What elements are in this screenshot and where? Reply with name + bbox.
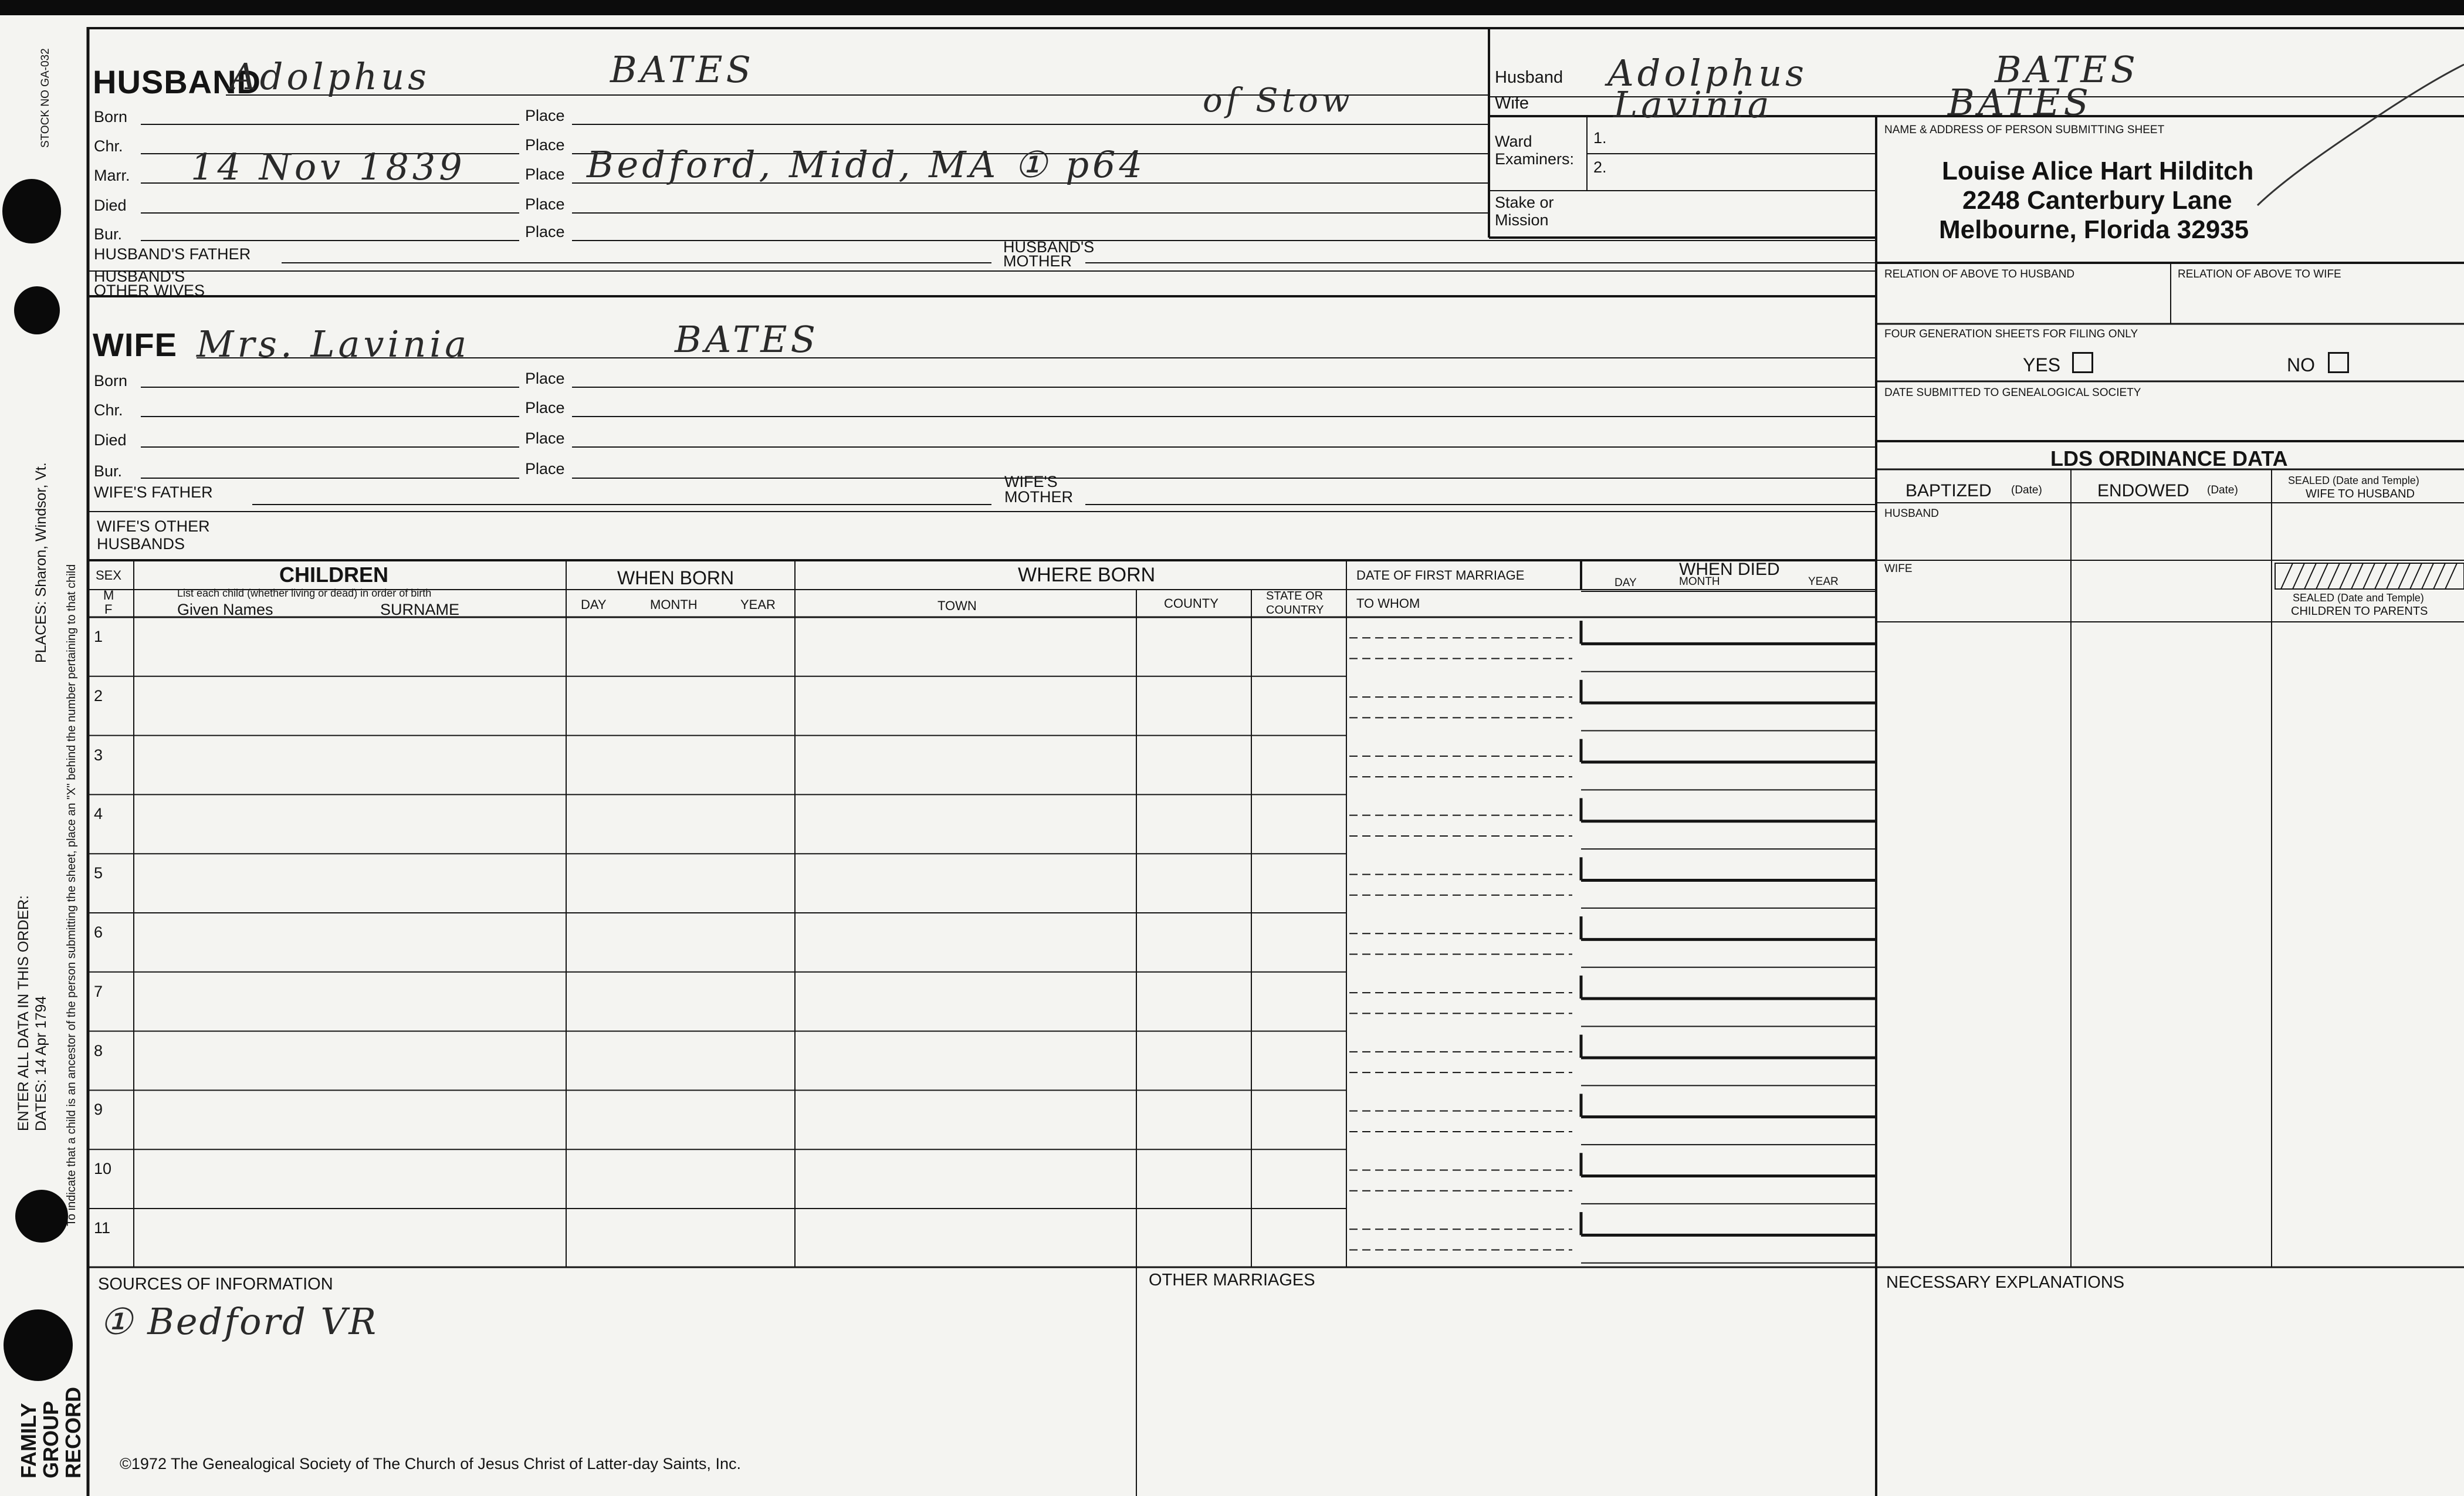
- surname-label: SURNAME: [380, 601, 460, 618]
- submitter-street: 2248 Canterbury Lane: [1962, 186, 2232, 215]
- wifes-other-husbands-label-2: HUSBANDS: [97, 535, 185, 553]
- yes-label: YES: [2023, 354, 2061, 375]
- children-note: List each child (whether living or dead) in order of birth: [177, 587, 432, 599]
- four-gen-label: FOUR GENERATION SHEETS FOR FILING ONLY: [1884, 328, 2138, 340]
- died-year-label: YEAR: [1808, 576, 1839, 588]
- ward-label-1: Ward: [1495, 133, 1532, 150]
- husband-surname[interactable]: BATES: [610, 48, 755, 91]
- date-submitted-label: DATE SUBMITTED TO GENEALOGICAL SOCIETY: [1884, 387, 2141, 399]
- baptized-date-label: (Date): [2011, 484, 2042, 496]
- relation-wife-label: RELATION OF ABOVE TO WIFE: [2178, 268, 2341, 280]
- town-label: TOWN: [937, 598, 977, 613]
- instructions-line-1: ENTER ALL DATA IN THIS ORDER:: [15, 895, 32, 1131]
- no-checkbox[interactable]: [2328, 352, 2349, 373]
- marriage-place[interactable]: Bedford, Midd, MA ① p64: [587, 143, 1146, 186]
- wife-chr-label: Chr.: [94, 401, 123, 419]
- husband-bur-label: Bur.: [94, 225, 123, 243]
- submitter-heading: NAME & ADDRESS OF PERSON SUBMITTING SHEET: [1884, 124, 2165, 136]
- husband-died-place-label: Place: [525, 195, 565, 213]
- sources-label: SOURCES OF INFORMATION: [98, 1275, 333, 1294]
- examiner-2-label: 2.: [1593, 158, 1607, 176]
- sealed-wife-label-1: SEALED (Date and Temple): [2288, 475, 2419, 486]
- when-died-label: WHEN DIED: [1679, 560, 1780, 579]
- stake-label-1: Stake or: [1495, 194, 1554, 211]
- child-row-number: 11: [94, 1219, 111, 1237]
- child-row-number: 2: [94, 686, 103, 705]
- children-heading: CHILDREN: [279, 563, 388, 587]
- wife-surname[interactable]: BATES: [675, 318, 820, 361]
- side-title-family: FAMILY: [16, 1403, 40, 1478]
- to-whom-label: TO WHOM: [1356, 596, 1420, 611]
- child-row-number: 8: [94, 1041, 103, 1060]
- submitter-name: Louise Alice Hart Hilditch: [1942, 157, 2254, 185]
- husband-born-label: Born: [94, 108, 128, 126]
- wife-born-label: Born: [94, 372, 128, 390]
- sealed-children-label-2: CHILDREN TO PARENTS: [2291, 605, 2428, 618]
- born-day-label: DAY: [581, 597, 607, 612]
- husband-chr-label: Chr.: [94, 137, 123, 155]
- wife-heading: WIFE: [93, 326, 177, 363]
- husband-heading: HUSBAND: [93, 63, 261, 100]
- top-husband-given[interactable]: Adolphus: [1607, 52, 1808, 94]
- child-row-number: 5: [94, 864, 103, 882]
- born-year-label: YEAR: [740, 597, 776, 612]
- where-born-label: WHERE BORN: [1018, 564, 1156, 586]
- husband-died-label: Died: [94, 197, 127, 214]
- wife-chr-place-label: Place: [525, 399, 565, 417]
- instructions-places: PLACES: Sharon, Windsor, Vt.: [33, 462, 49, 663]
- sex-f-label: F: [104, 602, 113, 617]
- top-wife-surname[interactable]: BATES: [1948, 81, 2093, 124]
- wife-given-name[interactable]: Mrs. Lavinia: [197, 323, 471, 365]
- sealed-wife-label-2: WIFE TO HUSBAND: [2306, 488, 2415, 500]
- lds-heading: LDS ORDINANCE DATA: [2050, 446, 2288, 471]
- when-born-label: WHEN BORN: [617, 567, 735, 588]
- stake-label-2: Mission: [1495, 211, 1549, 229]
- relation-husband-label: RELATION OF ABOVE TO HUSBAND: [1884, 268, 2075, 280]
- top-husband-label: Husband: [1495, 68, 1563, 87]
- husband-given-name[interactable]: Adolphus: [230, 55, 430, 98]
- first-marriage-label: DATE OF FIRST MARRIAGE: [1356, 568, 1525, 583]
- child-row-number: 10: [94, 1160, 112, 1178]
- lds-wife-label: WIFE: [1884, 563, 1913, 575]
- husbands-mother-label-2: MOTHER: [1003, 252, 1072, 270]
- child-row-number: 3: [94, 746, 103, 764]
- baptized-label: BAPTIZED: [1905, 481, 1992, 500]
- wifes-mother-label-1: WIFE'S: [1004, 473, 1058, 490]
- sealed-children-label-1: SEALED (Date and Temple): [2293, 592, 2424, 604]
- born-month-label: MONTH: [650, 597, 698, 612]
- stock-number: STOCK NO GA-032: [39, 48, 52, 148]
- marriage-date[interactable]: 14 Nov 1839: [191, 145, 466, 188]
- sources-entry[interactable]: ① Bedford VR: [100, 1300, 378, 1343]
- state-label-1: STATE OR: [1266, 590, 1324, 603]
- endowed-label: ENDOWED: [2097, 481, 2189, 500]
- state-label-2: COUNTRY: [1266, 604, 1324, 617]
- sex-m-label: M: [103, 588, 114, 603]
- lds-husband-label: HUSBAND: [1884, 507, 1939, 520]
- husbands-other-wives-label-1: HUSBAND'S: [94, 268, 185, 285]
- wife-born-place-label: Place: [525, 370, 565, 387]
- husbands-other-wives-label-2: OTHER WIVES: [94, 282, 205, 299]
- wifes-other-husbands-label-1: WIFE'S OTHER: [97, 517, 210, 535]
- husband-born-place-label: Place: [525, 107, 565, 124]
- ward-label-2: Examiners:: [1495, 150, 1575, 168]
- husband-marr-place-label: Place: [525, 165, 565, 183]
- side-title-record: RECORD: [61, 1386, 85, 1478]
- husbands-mother-label-1: HUSBAND'S: [1003, 238, 1095, 256]
- died-month-label: MONTH: [1679, 576, 1720, 588]
- top-wife-label: Wife: [1495, 94, 1529, 113]
- child-row-number: 9: [94, 1101, 103, 1119]
- husband-bur-place-label: Place: [525, 223, 565, 241]
- instructions-line-2: DATES: 14 Apr 1794: [33, 996, 49, 1131]
- child-row-number: 6: [94, 923, 103, 941]
- side-title-group: GROUP: [39, 1400, 63, 1478]
- instructions-child-ancestor: To indicate that a child is an ancestor of the person submitting the sheet, place an "X" behind the number pertaining to that child: [65, 564, 78, 1226]
- copyright-notice: ©1972 The Genealogical Society of The Church of Jesus Christ of Latter-day Saints, Inc.: [120, 1455, 741, 1473]
- wife-died-label: Died: [94, 431, 127, 449]
- submitter-city: Melbourne, Florida 32935: [1939, 215, 2249, 244]
- husband-residence[interactable]: of Stow: [1203, 82, 1353, 120]
- wife-died-place-label: Place: [525, 429, 565, 447]
- husbands-father-label: HUSBAND'S FATHER: [94, 245, 251, 263]
- examiner-1-label: 1.: [1593, 129, 1607, 147]
- child-row-number: 4: [94, 805, 103, 823]
- necessary-explanations-label: NECESSARY EXPLANATIONS: [1886, 1273, 2125, 1292]
- child-row-number: 7: [94, 982, 103, 1000]
- husband-marr-label: Marr.: [94, 167, 130, 184]
- wife-bur-label: Bur.: [94, 462, 123, 480]
- wifes-mother-label-2: MOTHER: [1004, 488, 1073, 506]
- top-husband-surname[interactable]: BATES: [1995, 48, 2140, 91]
- endowed-date-label: (Date): [2207, 484, 2238, 496]
- other-marriages-label: OTHER MARRIAGES: [1149, 1271, 1315, 1289]
- died-day-label: DAY: [1615, 577, 1637, 589]
- given-names-label: Given Names: [177, 601, 273, 618]
- yes-checkbox[interactable]: [2072, 352, 2093, 373]
- wifes-father-label: WIFE'S FATHER: [94, 483, 213, 501]
- no-label: NO: [2287, 354, 2315, 375]
- child-row-number: 1: [94, 628, 103, 645]
- county-label: COUNTY: [1164, 596, 1219, 611]
- husband-chr-place-label: Place: [525, 136, 565, 154]
- top-wife-given[interactable]: Lavinia: [1613, 83, 1773, 126]
- sex-label: SEX: [96, 568, 122, 583]
- wife-bur-place-label: Place: [525, 460, 565, 478]
